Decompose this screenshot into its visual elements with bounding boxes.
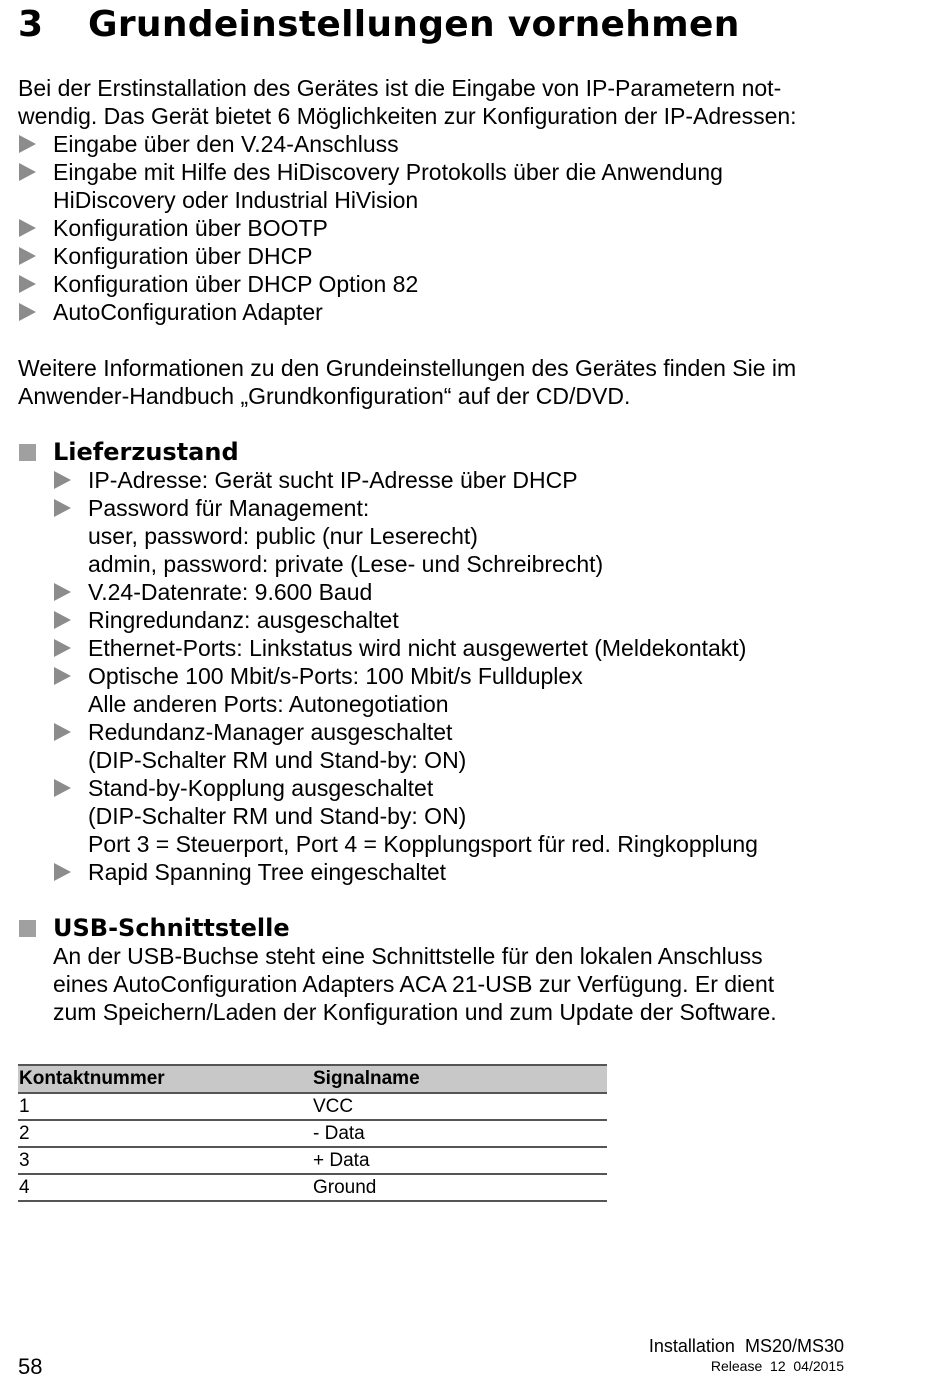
column-header-kontaktnummer: Kontaktnummer bbox=[18, 1065, 312, 1093]
triangle-bullet-icon bbox=[54, 863, 71, 881]
triangle-bullet-icon bbox=[19, 275, 36, 293]
triangle-bullet-icon bbox=[19, 135, 36, 153]
triangle-bullet-icon bbox=[54, 639, 71, 657]
triangle-bullet-icon bbox=[19, 219, 36, 237]
triangle-bullet-icon bbox=[54, 471, 71, 489]
table-cell: VCC bbox=[312, 1093, 607, 1120]
table-cell: 4 bbox=[18, 1174, 312, 1201]
table-cell: 1 bbox=[18, 1093, 312, 1120]
footer-document-title: Installation MS20/MS30 bbox=[648, 1336, 844, 1356]
triangle-bullet-icon bbox=[54, 779, 71, 797]
table-cell: + Data bbox=[312, 1147, 607, 1174]
more-info-line-1: Weitere Informationen zu den Grundeinstellungen des Gerätes finden Sie im bbox=[18, 355, 797, 381]
list-item: Optische 100 Mbit/s-Ports: 100 Mbit/s Fullduplex bbox=[88, 663, 583, 689]
table-cell: 3 bbox=[18, 1147, 312, 1174]
triangle-bullet-icon bbox=[19, 163, 36, 181]
square-bullet-icon bbox=[19, 444, 36, 461]
list-item: IP-Adresse: Gerät sucht IP-Adresse über DHCP bbox=[88, 467, 578, 493]
list-item: Ethernet-Ports: Linkstatus wird nicht ausgewertet (Meldekontakt) bbox=[88, 635, 747, 661]
list-item-continuation: Port 3 = Steuerport, Port 4 = Kopplungsport für red. Ringkopplung bbox=[88, 831, 758, 857]
list-item: Stand-by-Kopplung ausgeschaltet bbox=[88, 775, 434, 801]
list-item-continuation: (DIP-Schalter RM und Stand-by: ON) bbox=[88, 747, 467, 773]
more-info-line-2: Anwender-Handbuch „Grundkonfiguration“ auf der CD/DVD. bbox=[18, 383, 631, 409]
chapter-number: 3 bbox=[18, 4, 44, 45]
intro-line-1: Bei der Erstinstallation des Gerätes ist die Eingabe von IP-Parametern not- bbox=[18, 75, 782, 101]
list-item: Konfiguration über DHCP bbox=[53, 243, 313, 269]
triangle-bullet-icon bbox=[54, 499, 71, 517]
table-cell: - Data bbox=[312, 1120, 607, 1147]
column-header-signalname: Signalname bbox=[312, 1065, 607, 1093]
triangle-bullet-icon bbox=[54, 583, 71, 601]
table-row bbox=[18, 1093, 607, 1120]
usb-text-line-3: zum Speichern/Laden der Konfiguration und zum Update der Software. bbox=[53, 999, 777, 1025]
usb-pin-table bbox=[18, 1064, 607, 1202]
usb-text-line-2: eines AutoConfiguration Adapters ACA 21-USB zur Verfügung. Er dient bbox=[53, 971, 775, 997]
list-item: Redundanz-Manager ausgeschaltet bbox=[88, 719, 453, 745]
triangle-bullet-icon bbox=[54, 723, 71, 741]
square-bullet-icon bbox=[19, 920, 36, 937]
list-item-continuation: admin, password: private (Lese- und Schreibrecht) bbox=[88, 551, 604, 577]
chapter-title: Grundeinstellungen vornehmen bbox=[88, 4, 740, 45]
triangle-bullet-icon bbox=[19, 303, 36, 321]
triangle-bullet-icon bbox=[54, 611, 71, 629]
list-item: Rapid Spanning Tree eingeschaltet bbox=[88, 859, 447, 885]
footer-release: Release 12 04/2015 bbox=[710, 1358, 844, 1374]
list-item: V.24-Datenrate: 9.600 Baud bbox=[88, 579, 373, 605]
list-item: Konfiguration über DHCP Option 82 bbox=[53, 271, 419, 297]
list-item-continuation: HiDiscovery oder Industrial HiVision bbox=[53, 187, 419, 213]
table-row bbox=[18, 1174, 607, 1201]
table-row bbox=[18, 1120, 607, 1147]
table-cell: Ground bbox=[312, 1174, 607, 1201]
section-heading-lieferzustand: Lieferzustand bbox=[53, 438, 239, 466]
table-cell: 2 bbox=[18, 1120, 312, 1147]
list-item: Eingabe mit Hilfe des HiDiscovery Protokolls über die Anwendung bbox=[53, 159, 723, 185]
list-item: Ringredundanz: ausgeschaltet bbox=[88, 607, 399, 633]
list-item: Konfiguration über BOOTP bbox=[53, 215, 328, 241]
list-item: AutoConfiguration Adapter bbox=[53, 299, 323, 325]
page-number: 58 bbox=[18, 1354, 43, 1379]
intro-line-2: wendig. Das Gerät bietet 6 Möglichkeiten zur Konfiguration der IP-Adressen: bbox=[18, 103, 797, 129]
section-heading-usb: USB-Schnittstelle bbox=[53, 914, 290, 942]
list-item: Password für Management: bbox=[88, 495, 370, 521]
list-item: Eingabe über den V.24-Anschluss bbox=[53, 131, 399, 157]
triangle-bullet-icon bbox=[19, 247, 36, 265]
triangle-bullet-icon bbox=[54, 667, 71, 685]
list-item-continuation: user, password: public (nur Leserecht) bbox=[88, 523, 478, 549]
list-item-continuation: (DIP-Schalter RM und Stand-by: ON) bbox=[88, 803, 467, 829]
table-header-row bbox=[18, 1065, 607, 1093]
usb-text-line-1: An der USB-Buchse steht eine Schnittstelle für den lokalen Anschluss bbox=[53, 943, 763, 969]
list-item-continuation: Alle anderen Ports: Autonegotiation bbox=[88, 691, 449, 717]
table-row bbox=[18, 1147, 607, 1174]
